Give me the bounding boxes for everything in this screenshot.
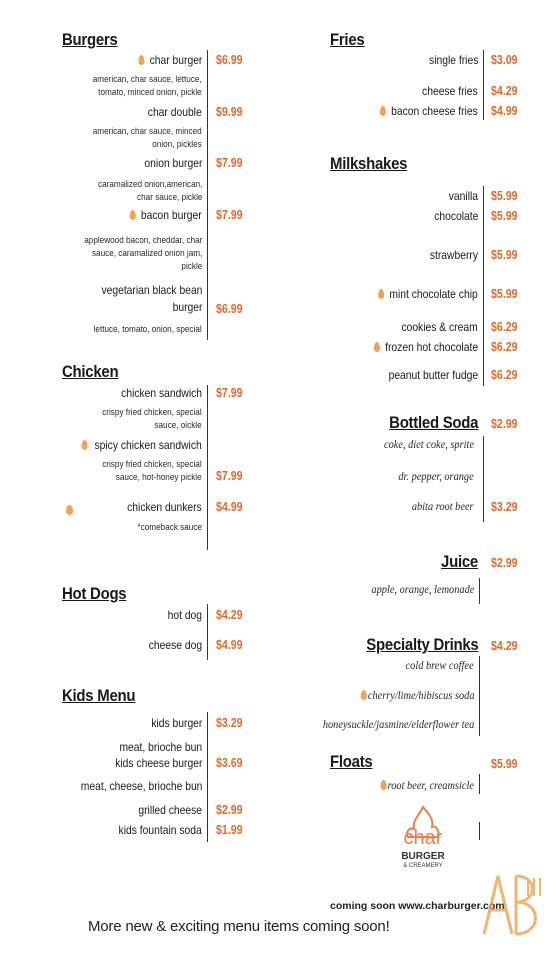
spicy-flame-icon [380, 106, 386, 116]
hot-dogs-divider [207, 604, 208, 660]
menu-item-price: $5.99 [491, 287, 518, 301]
burgers-heading: Burgers [62, 30, 118, 49]
fries-heading: Fries [330, 30, 365, 49]
floats-heading: Floats [330, 752, 373, 771]
menu-item-price: $4.99 [491, 104, 518, 118]
menu-item-name: vegetarian black bean burger [101, 283, 202, 314]
menu-item-price: $5.99 [491, 189, 518, 203]
menu-item-name: kids cheese burger [114, 756, 202, 770]
menu-item-desc: crispy fried chicken, special sauce, hot-honey pickle [102, 459, 202, 483]
spicy-flame-icon [380, 780, 386, 790]
coming-soon-url: coming soon www.charburger.com [330, 900, 505, 912]
menu-item-desc: *comeback sauce [137, 522, 202, 533]
menu-item-desc: caramalized onion,american, char sauce, pickle [97, 179, 202, 203]
menu-item-desc: meat, brioche bun [119, 740, 202, 754]
menu-item-name: hot dog [167, 608, 202, 622]
soda-options: coke, diet coke, sprite [384, 439, 474, 451]
menu-item-price: $6.29 [491, 320, 518, 334]
specialty-divider [479, 656, 480, 736]
menu-item-name: cheese dog [148, 638, 202, 652]
burgers-divider [207, 50, 208, 340]
menu-item-name: bacon cheese fries [380, 104, 478, 118]
juice-heading: Juice [441, 552, 478, 571]
menu-item-name: abita root beer [412, 501, 474, 513]
menu-item-price: $4.29 [491, 84, 518, 98]
menu-item-price: $4.29 [216, 608, 243, 622]
section-price: $2.99 [491, 417, 518, 431]
menu-item-price: $7.99 [216, 156, 243, 170]
section-price: $2.99 [491, 556, 518, 570]
menu-item-name: chocolate [433, 209, 478, 223]
hot-dogs-heading: Hot Dogs [62, 584, 127, 603]
menu-item-name: mint chocolate chip [378, 287, 478, 301]
menu-item-name: peanut butter fudge [388, 368, 478, 382]
menu-item-name: onion burger [144, 156, 202, 170]
floats-options: root beer, creamsicle [380, 780, 474, 792]
section-price: $4.29 [491, 639, 518, 653]
spicy-flame-icon [130, 210, 136, 220]
menu-item-desc: american, char sauce, lettuce, tomato, minced onion, pickle [93, 74, 202, 98]
menu-item-price: $2.99 [216, 803, 243, 817]
menu-item-price: $6.29 [491, 368, 518, 382]
chicken-heading: Chicken [62, 362, 119, 381]
menu-item-name: frozen hot chocolate [374, 340, 478, 354]
logo-divider [479, 822, 480, 840]
fries-divider [483, 50, 484, 120]
menu-item-price: $3.29 [491, 500, 518, 514]
menu-item-name: strawberry [429, 248, 478, 262]
menu-item-name: vanilla [448, 189, 478, 203]
menu-item-price: $5.99 [491, 209, 518, 223]
logo-creamery-text: & CREAMERY [403, 863, 443, 869]
menu-item-name: char burger [138, 53, 202, 67]
menu-item-price: $4.99 [216, 500, 243, 514]
logo-char-text: char [403, 827, 443, 849]
kids-menu-heading: Kids Menu [62, 686, 136, 705]
menu-item-desc: lettuce, tomato, onion, special [93, 324, 202, 335]
logo-burger-text: BURGER [401, 851, 445, 862]
menu-item-price: $3.29 [216, 716, 243, 730]
spicy-flame-icon [374, 342, 380, 352]
menu-item-name: grilled cheese [138, 803, 202, 817]
milkshakes-divider [483, 186, 484, 386]
specialty-option: honeysuckle/jasmine/elderflower tea [322, 719, 474, 731]
menu-item-price: $4.99 [216, 638, 243, 652]
menu-item-price: $7.99 [216, 469, 243, 483]
juice-options: apple, orange, lemonade [371, 584, 474, 596]
menu-item-price: $1.99 [216, 823, 243, 837]
juice-divider [479, 578, 480, 604]
watermark-icon [478, 866, 550, 948]
footer-note: More new & exciting menu items coming soon! [88, 918, 390, 935]
soda-options: dr. pepper, orange [398, 471, 474, 483]
menu-item-name: kids burger [150, 716, 202, 730]
menu-item-desc: meat, cheese, brioche bun [80, 779, 202, 793]
menu-item-desc: american, char sauce, minced onion, pickles [93, 126, 202, 150]
bottled-soda-heading: Bottled Soda [388, 413, 478, 432]
spicy-flame-icon [360, 690, 366, 700]
menu-item-price: $9.99 [216, 105, 243, 119]
spicy-flame-icon [378, 289, 384, 299]
menu-item-desc: applewood bacon, cheddar, char sauce, caramalized onion jam, pickle [83, 235, 202, 272]
menu-item-name: char double [148, 105, 202, 119]
menu-item-price: $6.29 [491, 340, 518, 354]
menu-item-name: single fries [428, 53, 478, 67]
menu-item-name: chicken sandwich [121, 386, 202, 400]
menu-item-desc: crispy fried chicken, special sauce, oickle [102, 407, 202, 431]
char-burger-logo [392, 805, 454, 875]
kids-divider [207, 712, 208, 842]
menu-item-price: $5.99 [491, 248, 518, 262]
menu-item-price: $3.09 [491, 53, 518, 67]
menu-item-name: spicy chicken sandwich [82, 438, 202, 452]
menu-item-price: $3.69 [216, 756, 243, 770]
watermark-logo [478, 866, 550, 948]
spicy-flame-icon [66, 501, 79, 519]
soda-divider [483, 436, 484, 522]
menu-item-name: cheese fries [422, 84, 478, 98]
spicy-flame-icon [82, 440, 88, 450]
menu-item-name: bacon burger [130, 208, 202, 222]
menu-item-price: $6.99 [216, 53, 243, 67]
menu-item-name: cookies & cream [401, 320, 478, 334]
menu-item-price: $6.99 [216, 302, 243, 316]
floats-divider [479, 774, 480, 794]
menu-item-price: $7.99 [216, 208, 243, 222]
menu-item-name: chicken dunkers [127, 500, 202, 514]
specialty-option: cherry/lime/hibiscus soda [360, 690, 474, 702]
specialty-drinks-heading: Specialty Drinks [365, 635, 478, 654]
milkshakes-heading: Milkshakes [330, 154, 408, 173]
menu-item-price: $7.99 [216, 386, 243, 400]
specialty-option: cold brew coffee [405, 660, 474, 672]
chicken-divider [207, 385, 208, 550]
section-price: $5.99 [491, 757, 518, 771]
menu-item-name: kids fountain soda [118, 823, 202, 837]
spicy-flame-icon [138, 55, 144, 65]
